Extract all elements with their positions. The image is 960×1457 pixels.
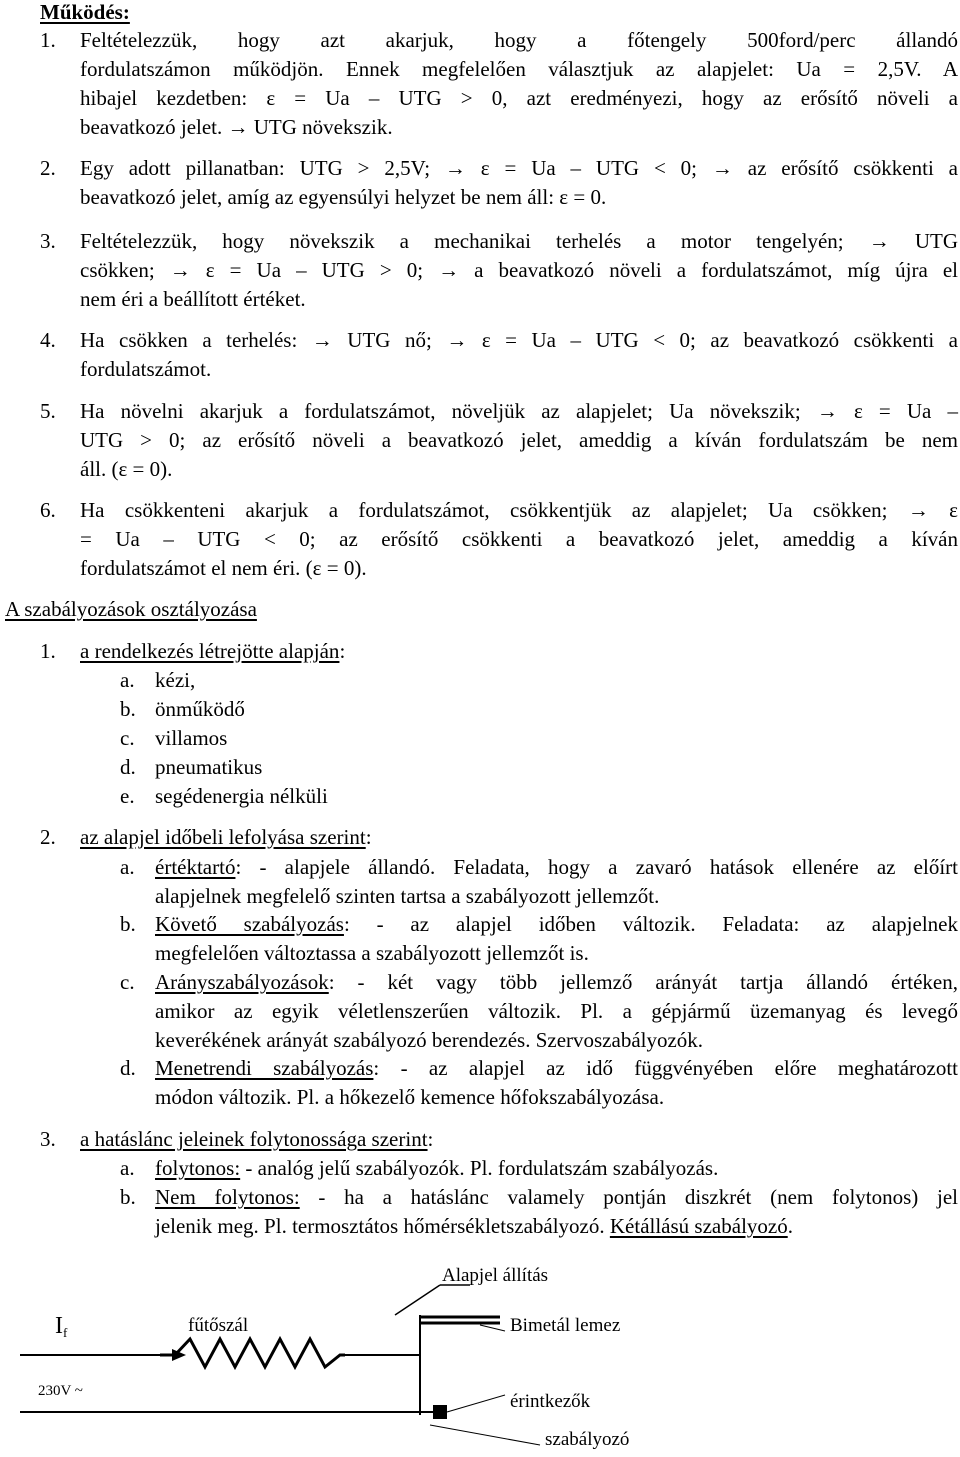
- item-1-line-1: Feltételezzük, hogy azt akarjuk, hogy a főtengely 500ford/perc állandó: [80, 28, 958, 52]
- thermostat-diagram: [0, 1255, 960, 1452]
- group-2-title: az alapjel időbeli lefolyása szerint:: [80, 825, 372, 849]
- item-6-line-3: fordulatszámot el nem éri. (ε = 0).: [80, 556, 367, 580]
- group-3-title: a hatáslánc jeleinek folytonossága szerint:: [80, 1127, 434, 1151]
- entry-letter: b.: [120, 697, 136, 721]
- contact-point: [433, 1405, 447, 1419]
- item-number: 4.: [40, 328, 56, 352]
- item-number: 6.: [40, 498, 56, 522]
- entry-letter: a.: [120, 668, 135, 692]
- regulator-label: szabályozó: [545, 1429, 630, 1450]
- item-number: 1.: [40, 28, 56, 52]
- entry-letter: c.: [120, 970, 135, 994]
- section-title: A szabályozások osztályozása: [5, 597, 257, 621]
- item-number: 2.: [40, 156, 56, 180]
- item-1-line-4: beavatkozó jelet. → UTG növekszik.: [80, 115, 393, 139]
- bimetal-leader-line: [480, 1325, 505, 1331]
- item-3-line-1: Feltételezzük, hogy növekszik a mechanikai terhelés a motor tengelyén; → UTG: [80, 229, 958, 253]
- item-2-line-1: Egy adott pillanatban: UTG > 2,5V; → ε = Ua – UTG < 0; → az erősítő csökkenti a: [80, 156, 958, 180]
- item-1-line-2: fordulatszámon működjön. Ennek megfelelően választjuk az alapjelet: Ua = 2,5V. A: [80, 57, 958, 81]
- entry-text: pneumatikus: [155, 755, 263, 779]
- item-5-line-3: áll. (ε = 0).: [80, 457, 173, 481]
- entry-2a-line-2: alapjelnek megfelelő szinten tartsa a szabályozott jellemzőt.: [155, 884, 660, 908]
- entry-text: segédenergia nélküli: [155, 784, 328, 808]
- voltage-label: 230V ~: [38, 1383, 83, 1399]
- entry-letter: a.: [120, 1156, 135, 1180]
- entry-2d-line-2: módon változik. Pl. a hőkezelő kemence hőfokszabályozása.: [155, 1085, 665, 1109]
- item-5-line-1: Ha növelni akarjuk a fordulatszámot, növeljük az alapjelet; Ua növekszik; → ε = Ua –: [80, 399, 958, 423]
- entry-3a-line-1: folytonos: - analóg jelű szabályozók. Pl. fordulatszám szabályozás.: [155, 1156, 719, 1180]
- entry-2d-line-1: Menetrendi szabályozás: - az alapjel az idő függvényében előre meghatározott: [155, 1056, 958, 1080]
- heating-wire-label: fűtőszál: [188, 1315, 249, 1336]
- entry-letter: c.: [120, 726, 135, 750]
- contacts-label: érintkezők: [510, 1391, 591, 1412]
- item-number: 5.: [40, 399, 56, 423]
- entry-letter: d.: [120, 755, 136, 779]
- setpoint-label: Alapjel állítás: [442, 1265, 549, 1286]
- entry-2c-line-3: keverékének arányát szabályozó berendezés. Szervoszabályozók.: [155, 1028, 704, 1052]
- entry-letter: e.: [120, 784, 135, 808]
- bimetal-label: Bimetál lemez: [510, 1315, 621, 1336]
- item-3-line-2: csökken; → ε = Ua – UTG > 0; → a beavatkozó növeli a fordulatszámot, míg újra el: [80, 258, 958, 282]
- heating-wire: [160, 1339, 345, 1367]
- group-number: 1.: [40, 639, 56, 663]
- group-1-title: a rendelkezés létrejötte alapján:: [80, 639, 346, 663]
- page-heading: Működés:: [40, 0, 130, 24]
- item-number: 3.: [40, 229, 56, 253]
- group-number: 2.: [40, 825, 56, 849]
- entry-letter: a.: [120, 855, 135, 879]
- entry-2c-line-1: Arányszabályozások: - két vagy több jellemző arányát tartja állandó értéken,: [155, 970, 958, 994]
- entry-letter: d.: [120, 1056, 136, 1080]
- item-4-line-1: Ha csökken a terhelés: → UTG nő; → ε = Ua – UTG < 0; az beavatkozó csökkenti a: [80, 328, 958, 352]
- item-6-line-1: Ha csökkenteni akarjuk a fordulatszámot, csökkentjük az alapjelet; Ua csökken; → ε: [80, 498, 958, 522]
- entry-2b-line-1: Követő szabályozás: - az alapjel időben változik. Feladata: az alapjelnek: [155, 912, 958, 936]
- group-number: 3.: [40, 1127, 56, 1151]
- contact-leader-line: [447, 1395, 505, 1412]
- entry-2b-line-2: megfelelően változtassa a szabályozott jellemzőt is.: [155, 941, 589, 965]
- entry-2a-line-1: értéktartó: - alapjele állandó. Feladata, hogy a zavaró hatások ellenére az előírt: [155, 855, 958, 879]
- entry-3b-line-1: Nem folytonos: - ha a hatáslánc valamely pontján diszkrét (nem folytonos) jel: [155, 1185, 958, 1209]
- entry-letter: b.: [120, 912, 136, 936]
- item-6-line-2: = Ua – UTG < 0; az erősítő csökkenti a beavatkozó jelet, ameddig a kíván: [80, 527, 958, 551]
- entry-3b-line-2: jelenik meg. Pl. termosztátos hőmérsékletszabályozó. Kétállású szabályozó.: [155, 1214, 793, 1238]
- item-4-line-2: fordulatszámot.: [80, 357, 212, 381]
- entry-letter: b.: [120, 1185, 136, 1209]
- entry-2c-line-2: amikor az egyik véletlenszerűen változik. Pl. a gépjármű üzemanyag és levegő: [155, 999, 958, 1023]
- entry-text: önműködő: [155, 697, 245, 721]
- item-5-line-2: UTG > 0; az erősítő növeli a beavatkozó jelet, ameddig a kíván fordulatszám be nem: [80, 428, 958, 452]
- setpoint-leader-line: [395, 1285, 440, 1315]
- item-2-line-2: beavatkozó jelet, amíg az egyensúlyi helyzet be nem áll: ε = 0.: [80, 185, 607, 209]
- item-3-line-3: nem éri a beállított értéket.: [80, 287, 306, 311]
- regulator-leader-line: [430, 1425, 540, 1445]
- item-1-line-3: hibajel kezdetben: ε = Ua – UTG > 0, azt eredményezi, hogy az erősítő növeli a: [80, 86, 958, 110]
- entry-text: villamos: [155, 726, 228, 750]
- current-label: $I_f$: [55, 1313, 68, 1340]
- entry-text: kézi,: [155, 668, 196, 692]
